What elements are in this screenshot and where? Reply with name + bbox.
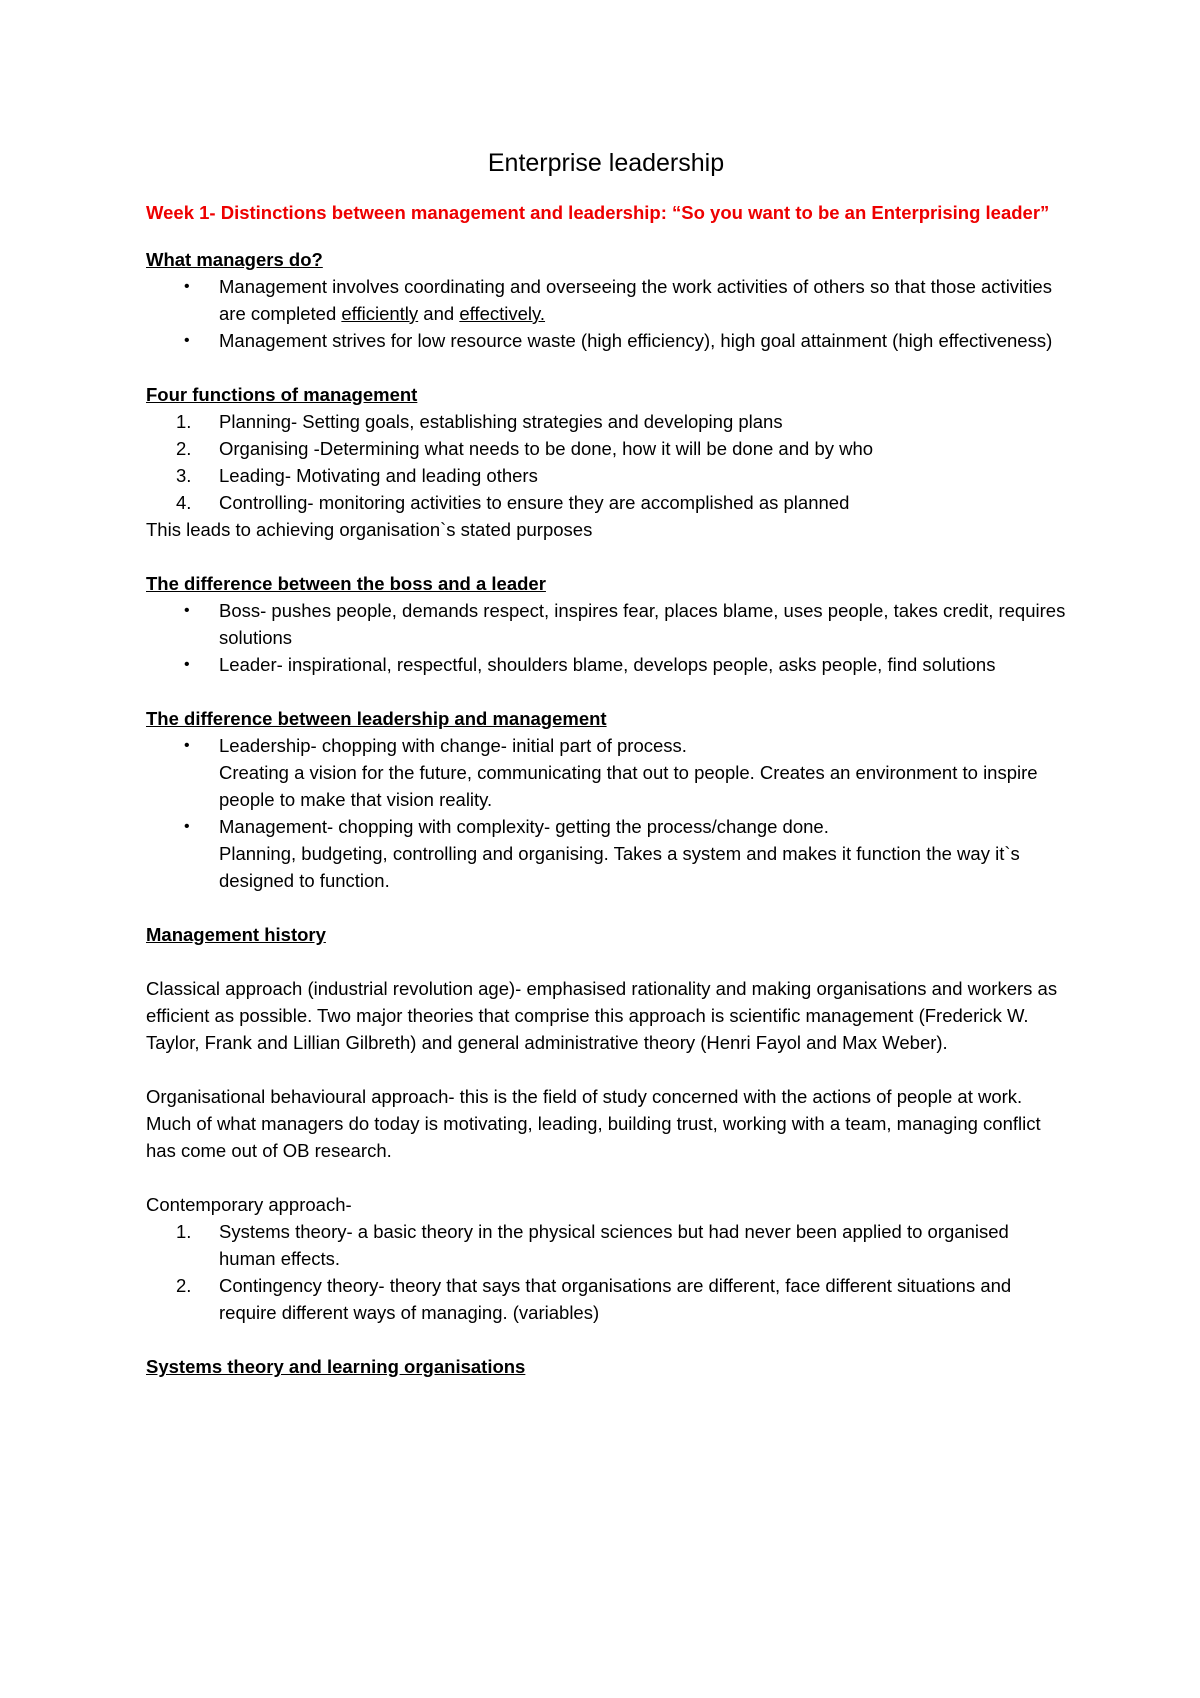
spacer xyxy=(146,543,1066,570)
paragraph-ob-approach: Organisational behavioural approach- this is the field of study concerned with the actions of people at work. Much of what managers do today is motivating, leading, building trust, working with a team, managing conflict has come out of OB research. xyxy=(146,1086,1041,1161)
spacer xyxy=(146,1056,1066,1083)
week-heading: Week 1- Distinctions between management and leadership: “So you want to be an Enterprising leader” xyxy=(146,202,1050,223)
spacer xyxy=(146,894,1066,921)
list-number: 4. xyxy=(176,492,192,513)
section-heading-four-functions: Four functions of management xyxy=(146,384,418,405)
bullet-text: Creating a vision for the future, communicating that out to people. Creates an environment to inspire people to make that vision reality. xyxy=(219,762,1038,810)
list-text: Contingency theory- theory that says that organisations are different, face different situations and require different ways of managing. (variables) xyxy=(219,1275,1012,1323)
list-number: 3. xyxy=(176,465,192,486)
list-item xyxy=(146,651,1066,678)
list-item xyxy=(146,1272,1066,1326)
underlined-term-effectively: effectively. xyxy=(459,303,546,324)
spacer xyxy=(146,678,1066,705)
list-text: Organising -Determining what needs to be done, how it will be done and by who xyxy=(219,438,874,459)
numbered-list xyxy=(146,1218,1066,1326)
bullet-icon: • xyxy=(184,278,190,295)
list-item xyxy=(146,813,1066,894)
list-item xyxy=(146,273,1066,327)
list-text: Systems theory- a basic theory in the physical sciences but had never been applied to organised human effects. xyxy=(219,1221,1009,1269)
section-heading-what-managers-do: What managers do? xyxy=(146,249,323,270)
bullet-list xyxy=(146,732,1066,894)
paragraph-contemporary-approach: Contemporary approach- xyxy=(146,1194,352,1215)
bullet-icon: • xyxy=(184,332,190,349)
section-heading-systems-theory: Systems theory and learning organisations xyxy=(146,1356,526,1377)
list-number: 2. xyxy=(176,438,192,459)
bullet-icon: • xyxy=(184,737,190,754)
list-item xyxy=(146,597,1066,651)
paragraph-classical-approach: Classical approach (industrial revolution age)- emphasised rationality and making organisations and workers as efficient as possible. Two major theories that comprise this approach is scientific management (Frederick W. Taylor, Frank and Lillian Gilbreth) and general administrative theory (Henri Fayol and Max Weber). xyxy=(146,978,1058,1053)
bullet-text: Planning, budgeting, controlling and organising. Takes a system and makes it function the way it`s designed to function. xyxy=(219,843,1020,891)
bullet-list xyxy=(146,273,1066,354)
bullet-text: Leader- inspirational, respectful, shoulders blame, develops people, asks people, find solutions xyxy=(219,654,996,675)
list-item xyxy=(146,1218,1066,1272)
section-heading-management-history: Management history xyxy=(146,924,326,945)
list-text: Controlling- monitoring activities to ensure they are accomplished as planned xyxy=(219,492,850,513)
spacer xyxy=(146,948,1066,975)
list-number: 1. xyxy=(176,1221,192,1242)
list-number: 1. xyxy=(176,411,192,432)
bullet-text: Management- chopping with complexity- getting the process/change done. xyxy=(219,816,829,837)
section-heading-boss-vs-leader: The difference between the boss and a leader xyxy=(146,573,546,594)
list-item xyxy=(146,435,1066,462)
bullet-text: Boss- pushes people, demands respect, inspires fear, places blame, uses people, takes credit, requires solutions xyxy=(219,600,1066,648)
paragraph: This leads to achieving organisation`s stated purposes xyxy=(146,519,593,540)
list-number: 2. xyxy=(176,1275,192,1296)
bullet-text: Management strives for low resource waste (high efficiency), high goal attainment (high effectiveness) xyxy=(219,330,1053,351)
numbered-list xyxy=(146,408,1066,516)
list-text: Planning- Setting goals, establishing strategies and developing plans xyxy=(219,411,783,432)
list-text: Leading- Motivating and leading others xyxy=(219,465,538,486)
bullet-icon: • xyxy=(184,818,190,835)
list-item xyxy=(146,408,1066,435)
list-item xyxy=(146,732,1066,813)
underlined-term-efficiently: efficiently xyxy=(341,303,419,324)
bullet-text: and xyxy=(418,303,460,324)
bullet-icon: • xyxy=(184,656,190,673)
list-item xyxy=(146,327,1066,354)
list-item xyxy=(146,462,1066,489)
bullet-text: Leadership- chopping with change- initial part of process. xyxy=(219,735,687,756)
bullet-icon: • xyxy=(184,602,190,619)
spacer xyxy=(146,354,1066,381)
list-item xyxy=(146,489,1066,516)
bullet-list xyxy=(146,597,1066,678)
spacer xyxy=(146,1326,1066,1353)
section-heading-leadership-vs-management: The difference between leadership and management xyxy=(146,708,607,729)
document-title: Enterprise leadership xyxy=(487,149,725,177)
bullet-text: Management involves coordinating and overseeing the work activities of others so that those activities are completed xyxy=(219,276,1052,324)
spacer xyxy=(146,1164,1066,1191)
document-content xyxy=(146,146,1066,1380)
